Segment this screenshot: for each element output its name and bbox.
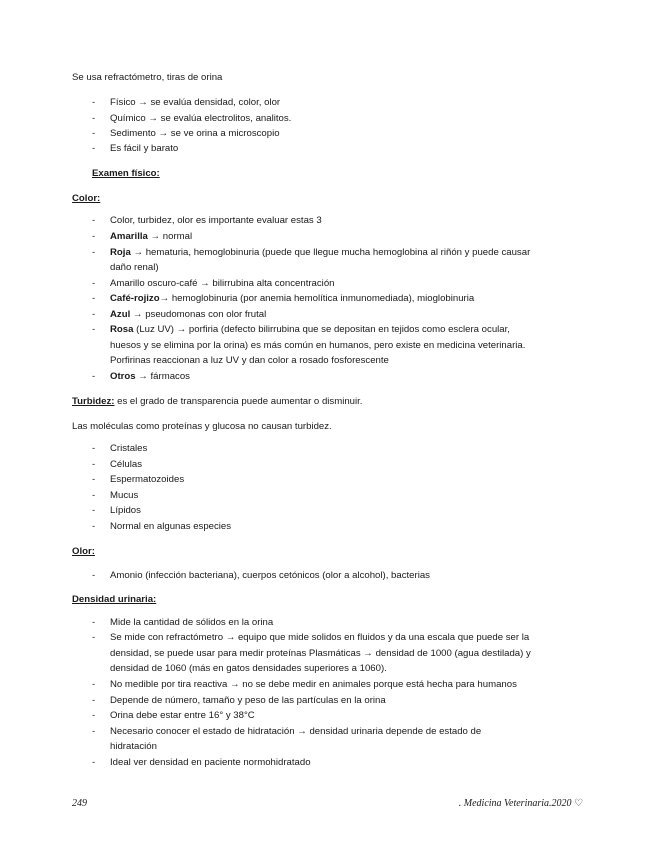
section-heading-examen: Examen físico:	[92, 168, 160, 179]
bullet-dash: -	[92, 113, 96, 124]
list-item: Mide la cantidad de sólidos en la orina	[110, 617, 274, 628]
bullet-dash: -	[92, 474, 96, 485]
bullet-dash: -	[92, 679, 96, 690]
bullet-dash: -	[92, 695, 96, 706]
list-item: Orina debe estar entre 16° y 38°C	[110, 710, 255, 721]
bullet-dash: -	[92, 143, 96, 154]
bullet-dash: -	[92, 570, 96, 581]
bullet-dash: -	[92, 278, 96, 289]
bullet-dash: -	[92, 459, 96, 470]
turbidez-paragraph: Turbidez: es el grado de transparencia puede aumentar o disminuir.	[72, 396, 363, 407]
list-item: No medible por tira reactiva → no se debe medir en animales porque está hecha para humanos	[110, 679, 517, 690]
list-item: Otros → fármacos	[110, 371, 190, 382]
section-heading-densidad: Densidad urinaria:	[72, 594, 157, 605]
list-item-continuation: daño renal)	[110, 262, 159, 273]
list-item: Roja → hematuria, hemoglobinuria (puede que llegue mucha hemoglobina al riñón y puede causar	[110, 247, 531, 258]
list-item: Color, turbidez, olor es importante evaluar estas 3	[110, 215, 322, 226]
list-item: Es fácil y barato	[110, 143, 179, 154]
bullet-dash: -	[92, 231, 96, 242]
list-item: Sedimento → se ve orina a microscopio	[110, 128, 280, 139]
list-item: Células	[110, 459, 142, 470]
list-item-continuation: huesos y se elimina por la orina) es más común en humanos, pero existe en medicina veterinaria.	[110, 340, 526, 351]
list-item: Rosa (Luz UV) → porfiria (defecto bilirrubina que se depositan en tejidos como esclera ocular,	[110, 324, 510, 335]
footer-title: . Medicina Veterinaria.2020 ♡	[458, 798, 583, 809]
list-item: Se mide con refractómetro → equipo que mide solidos en fluidos y da una escala que puede ser la	[110, 632, 530, 643]
list-item: Necesario conocer el estado de hidratación → densidad urinaria depende de estado de	[110, 726, 482, 737]
list-item: Normal en algunas especies	[110, 521, 232, 532]
section-heading-olor: Olor:	[72, 546, 95, 557]
page-number: 249	[72, 798, 87, 809]
list-item: Azul → pseudomonas con olor frutal	[110, 309, 267, 320]
turbidez-note: Las moléculas como proteínas y glucosa no causan turbidez.	[72, 421, 332, 432]
bullet-dash: -	[92, 490, 96, 501]
list-item: Físico → se evalúa densidad, color, olor	[110, 97, 281, 108]
bullet-dash: -	[92, 726, 96, 737]
list-item: Ideal ver densidad en paciente normohidratado	[110, 757, 311, 768]
bullet-dash: -	[92, 443, 96, 454]
list-item: Espermatozoides	[110, 474, 185, 485]
list-item-continuation: densidad, se puede usar para medir proteínas Plasmáticas → densidad de 1000 (agua destilada) y	[110, 648, 531, 659]
bullet-dash: -	[92, 371, 96, 382]
list-item: Depende de número, tamaño y peso de las partículas en la orina	[110, 695, 386, 706]
bullet-dash: -	[92, 247, 96, 258]
intro-text: Se usa refractómetro, tiras de orina	[72, 72, 223, 83]
bullet-dash: -	[92, 521, 96, 532]
list-item: Amonio (infección bacteriana), cuerpos cetónicos (olor a alcohol), bacterias	[110, 570, 430, 581]
bullet-dash: -	[92, 757, 96, 768]
list-item: Químico → se evalúa electrolitos, analitos.	[110, 113, 292, 124]
list-item: Amarilla → normal	[110, 231, 193, 242]
bullet-dash: -	[92, 324, 96, 335]
list-item-continuation: hidratación	[110, 741, 157, 752]
list-item-continuation: Porfirinas reaccionan a luz UV y dan color a rosado fosforescente	[110, 355, 389, 366]
bullet-dash: -	[92, 293, 96, 304]
bullet-dash: -	[92, 309, 96, 320]
bullet-dash: -	[92, 710, 96, 721]
list-item: Mucus	[110, 490, 139, 501]
section-heading-color: Color:	[72, 193, 101, 204]
list-item: Café-rojizo→ hemoglobinuria (por anemia hemolítica inmunomediada), mioglobinuria	[110, 293, 475, 304]
bullet-dash: -	[92, 505, 96, 516]
list-item: Lípidos	[110, 505, 141, 516]
list-item: Cristales	[110, 443, 148, 454]
list-item: Amarillo oscuro-café → bilirrubina alta concentración	[110, 278, 335, 289]
bullet-dash: -	[92, 617, 96, 628]
bullet-dash: -	[92, 97, 96, 108]
list-item-continuation: densidad de 1060 (más en gatos densidades superiores a 1060).	[110, 663, 387, 674]
bullet-dash: -	[92, 215, 96, 226]
bullet-dash: -	[92, 632, 96, 643]
bullet-dash: -	[92, 128, 96, 139]
